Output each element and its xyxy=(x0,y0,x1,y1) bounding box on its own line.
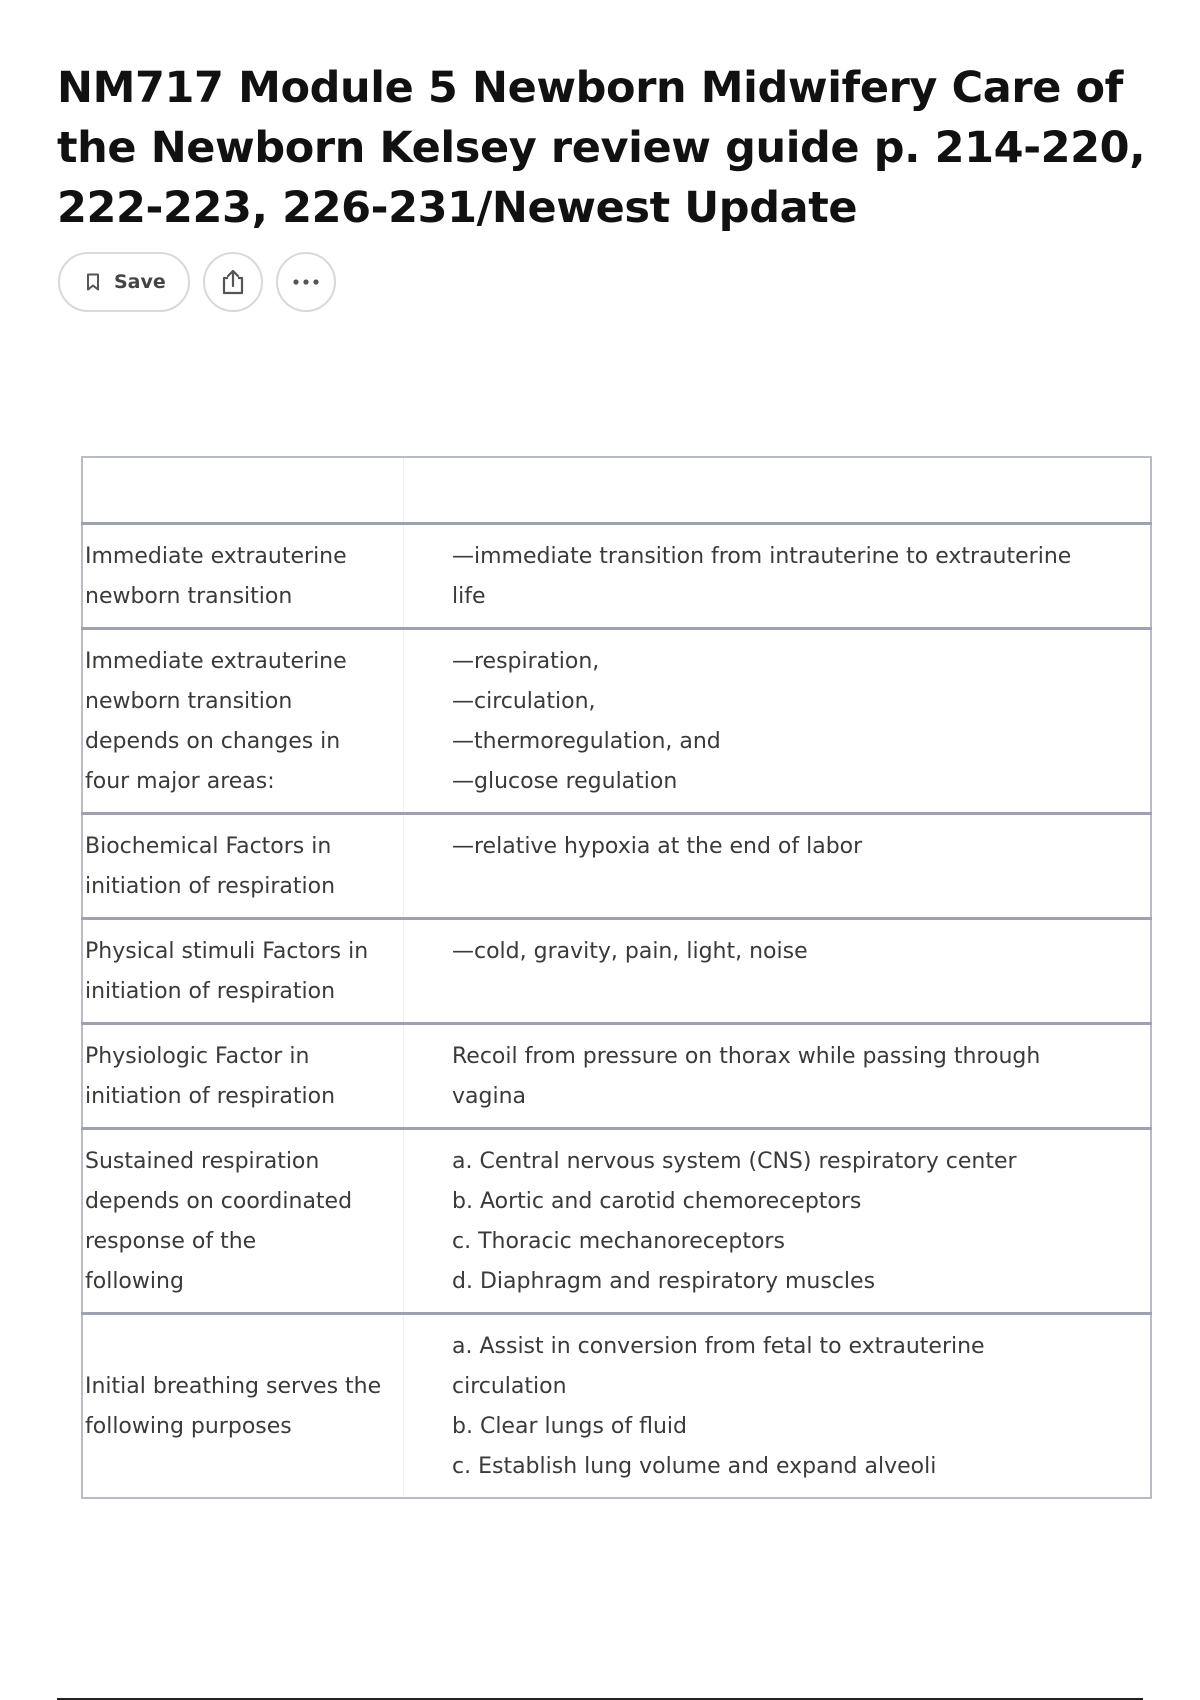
definition-line: circulation xyxy=(452,1374,567,1399)
table-row xyxy=(82,1129,1151,1314)
more-icon xyxy=(292,278,320,286)
term-cell xyxy=(82,629,404,814)
table-row xyxy=(82,1314,1151,1499)
definition-line: b. Aortic and carotid chemoreceptors xyxy=(452,1189,862,1214)
term-line: Physiologic Factor in xyxy=(85,1044,310,1069)
term-line: depends on coordinated xyxy=(85,1189,353,1214)
term-line: Biochemical Factors in xyxy=(85,834,332,859)
term-line: Immediate extrauterine xyxy=(85,649,347,674)
definition-line: d. Diaphragm and respiratory muscles xyxy=(452,1269,876,1294)
table-header-cell xyxy=(82,457,404,524)
definition-cell xyxy=(404,524,1152,629)
definition-line: —relative hypoxia at the end of labor xyxy=(452,834,863,859)
definition-line: a. Assist in conversion from fetal to extrauterine xyxy=(452,1334,985,1359)
table-row xyxy=(82,814,1151,919)
term-line: Physical stimuli Factors in xyxy=(85,939,369,964)
save-label: Save xyxy=(114,271,166,293)
term-line: initiation of respiration xyxy=(85,979,336,1004)
save-button[interactable] xyxy=(58,252,190,312)
term-cell xyxy=(82,524,404,629)
term-line: following xyxy=(85,1269,184,1294)
term-line: newborn transition xyxy=(85,689,293,714)
definition-line: b. Clear lungs of fluid xyxy=(452,1414,687,1439)
definition-cell xyxy=(404,1129,1152,1314)
definition-cell xyxy=(404,1024,1152,1129)
table-header-cell xyxy=(404,457,1152,524)
definition-line: vagina xyxy=(452,1084,527,1109)
definition-line: —immediate transition from intrauterine to extrauterine xyxy=(452,544,1072,569)
table-header-row xyxy=(82,457,1151,524)
table-row xyxy=(82,1024,1151,1129)
definition-cell xyxy=(404,629,1152,814)
term-cell xyxy=(82,1129,404,1314)
definition-line: c. Establish lung volume and expand alveoli xyxy=(452,1454,937,1479)
definition-line: —cold, gravity, pain, light, noise xyxy=(452,939,808,964)
definition-line: —circulation, xyxy=(452,689,596,714)
term-cell xyxy=(82,814,404,919)
term-cell xyxy=(82,1024,404,1129)
term-line: response of the xyxy=(85,1229,257,1254)
share-icon xyxy=(220,268,246,296)
definition-cell xyxy=(404,1314,1152,1499)
term-line: following purposes xyxy=(85,1414,292,1439)
definition-line: c. Thoracic mechanoreceptors xyxy=(452,1229,785,1254)
definition-line: —glucose regulation xyxy=(452,769,678,794)
term-line: Sustained respiration xyxy=(85,1149,320,1174)
term-line: initiation of respiration xyxy=(85,1084,336,1109)
action-bar xyxy=(58,252,336,312)
more-options-button[interactable] xyxy=(276,252,336,312)
page-title: NM717 Module 5 Newborn Midwifery Care of the Newborn Kelsey review guide p. 214-220, 222-223, 226-231/Newest Update xyxy=(57,63,1146,233)
term-line: Initial breathing serves the xyxy=(85,1374,382,1399)
term-cell xyxy=(82,919,404,1024)
bookmark-icon xyxy=(86,273,100,291)
term-line: four major areas: xyxy=(85,769,275,794)
notes-table xyxy=(81,456,1152,1499)
definition-line: a. Central nervous system (CNS) respiratory center xyxy=(452,1149,1017,1174)
definition-cell xyxy=(404,814,1152,919)
definition-line: —thermoregulation, and xyxy=(452,729,721,754)
table-row xyxy=(82,524,1151,629)
term-line: newborn transition xyxy=(85,584,293,609)
table-row xyxy=(82,629,1151,814)
definition-line: life xyxy=(452,584,486,609)
term-line: depends on changes in xyxy=(85,729,341,754)
term-line: initiation of respiration xyxy=(85,874,336,899)
definition-cell xyxy=(404,919,1152,1024)
definition-line: Recoil from pressure on thorax while passing through xyxy=(452,1044,1041,1069)
term-cell xyxy=(82,1314,404,1499)
definition-line: —respiration, xyxy=(452,649,600,674)
table-row xyxy=(82,919,1151,1024)
share-button[interactable] xyxy=(203,252,263,312)
term-line: Immediate extrauterine xyxy=(85,544,347,569)
